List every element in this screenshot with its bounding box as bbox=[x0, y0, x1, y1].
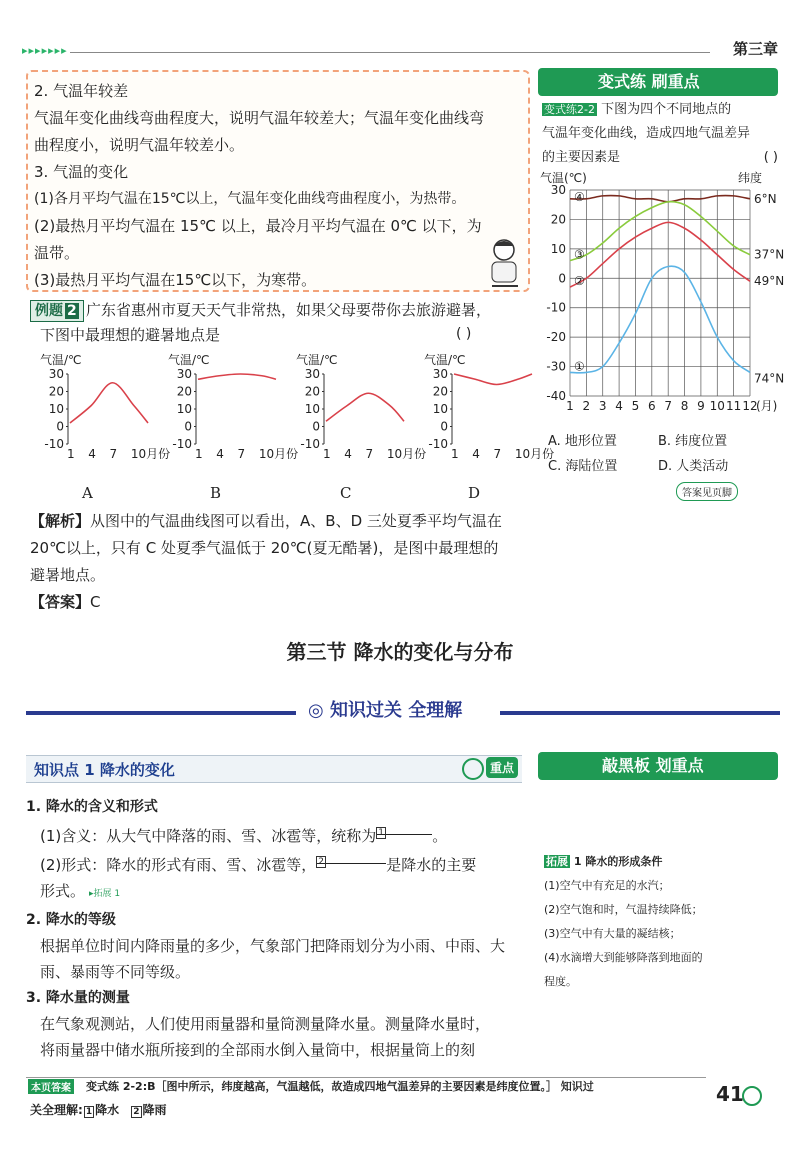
example-line2: 下图中最理想的避暑地点是 bbox=[40, 326, 221, 344]
p2c-row: 形式。 ▸拓展 1 bbox=[40, 882, 121, 900]
opt-d: D. 人类活动 bbox=[658, 459, 729, 474]
blank-2: 2 bbox=[316, 849, 386, 864]
p3b: 雨、暴雨等不同等级。 bbox=[40, 963, 191, 981]
chart-0-ytick: -10 bbox=[44, 437, 64, 451]
side-ytick: -10 bbox=[546, 300, 566, 315]
p3: 根据单位时间内降雨量的多少，气象部门把降雨划分为小雨、中雨、大 bbox=[40, 937, 506, 955]
chart-2-ytick: 0 bbox=[312, 419, 320, 434]
chart-1-ytick: 20 bbox=[176, 384, 192, 399]
summary-l2: (2)最热月平均气温在 15℃ 以上，最冷月平均气温在 0℃ 以下，为 bbox=[34, 217, 482, 235]
side-lat-label: 37°N bbox=[754, 247, 785, 262]
header-dots: ▸▸▸▸▸▸▸ bbox=[22, 44, 68, 57]
ext-item-4b: 程度。 bbox=[544, 975, 577, 988]
side-series-2 bbox=[570, 222, 750, 287]
chart-0-curve bbox=[70, 383, 148, 423]
kp-title: 知识点 1 降水的变化 bbox=[34, 761, 175, 779]
p4b: 将雨量器中储水瓶所接到的全部雨水倒入量筒中，根据量筒上的刻 bbox=[40, 1041, 476, 1059]
chart-3-ytick: 20 bbox=[432, 384, 448, 399]
chart-1-ytick: 30 bbox=[176, 367, 192, 381]
opt-c: C. 海陆位置 bbox=[548, 459, 618, 474]
side-xtick: 3 bbox=[598, 399, 607, 413]
banner-title: ◎ 知识过关 全理解 bbox=[300, 696, 470, 722]
summary-l3: (3)最热月平均气温在15℃以下，为寒带。 bbox=[34, 271, 317, 289]
side-header-board: 敲黑板 划重点 bbox=[538, 752, 778, 780]
banner-line-left bbox=[26, 711, 296, 715]
side-lat-label: 49°N bbox=[754, 274, 785, 289]
chart-0-ylabel: 气温/℃ bbox=[40, 353, 82, 367]
ext-item-3: (3)空气中有大量的凝结核； bbox=[544, 927, 681, 940]
cartoon-figure-icon bbox=[478, 236, 528, 292]
chart-2-xtick: 4 bbox=[344, 447, 352, 461]
side-xtick: 7 bbox=[664, 399, 673, 413]
side-series-0 bbox=[570, 196, 750, 202]
footer-tag: 本页答案 bbox=[28, 1079, 74, 1094]
analysis-t1: 从图中的气温曲线图可以看出，A、B、D 三处夏季平均气温在 bbox=[90, 512, 502, 530]
chart-0-ytick: 30 bbox=[48, 367, 64, 381]
chart-1-ytick: -10 bbox=[172, 437, 192, 451]
side-xtick: 4 bbox=[615, 399, 623, 413]
side-series-marker: ① bbox=[574, 359, 585, 374]
chart-2-ytick: 20 bbox=[304, 384, 320, 399]
side-series-marker: ② bbox=[574, 274, 585, 289]
chart-2-xtick: 7 bbox=[365, 447, 374, 461]
chart-1-xtick: 10月份 bbox=[258, 447, 299, 461]
side-latlabel: 纬度 bbox=[738, 171, 763, 185]
analysis-label: 【解析】 bbox=[30, 512, 91, 530]
side-ytick: 0 bbox=[558, 271, 566, 286]
p2-row: (2)形式：降水的形式有雨、雪、冰雹等， $^2$ 是降水的主要 bbox=[26, 849, 526, 878]
chart-1-xtick: 1 bbox=[195, 447, 203, 461]
key-badge: 重点 bbox=[486, 757, 518, 778]
side-xtick: 5 bbox=[631, 399, 640, 413]
chart-0-ytick: 10 bbox=[48, 402, 64, 416]
target-icon bbox=[462, 758, 484, 780]
see-answer-link[interactable]: 答案见页脚 bbox=[676, 482, 738, 501]
side-series-1 bbox=[570, 202, 750, 261]
choice-c: C bbox=[340, 484, 352, 502]
side-ytick: 30 bbox=[550, 183, 566, 197]
p1-row: (1)含义：从大气中降落的雨、雪、冰雹等，统称为 $^1$ 。 bbox=[26, 820, 526, 849]
example-paren: ( ) bbox=[456, 326, 472, 342]
side-question: 变式练2-2 下图为四个不同地点的 气温年变化曲线，造成四地气温差异 的主要因素是 ( ) bbox=[542, 98, 778, 170]
chart-0-xtick: 4 bbox=[88, 447, 96, 461]
chart-2-xtick: 1 bbox=[323, 447, 331, 461]
analysis-t3: 避暑地点。 bbox=[30, 566, 106, 584]
summary-l1: (1)各月平均气温在15℃以上，气温年变化曲线弯曲程度小，为热带。 bbox=[34, 191, 466, 207]
chart-3-ytick: 10 bbox=[432, 402, 448, 416]
chart-2-ylabel: 气温/℃ bbox=[296, 353, 338, 367]
chart-2-curve bbox=[326, 393, 404, 421]
banner-line-right bbox=[500, 711, 780, 715]
ext-tag: 拓展 bbox=[546, 855, 568, 868]
side-xtick: 9 bbox=[697, 399, 705, 413]
side-q3-row: 的主要因素是 ( ) bbox=[542, 150, 778, 165]
side-ytick: -30 bbox=[546, 359, 566, 374]
side-xtick: 6 bbox=[647, 399, 656, 413]
chart-3-xtick: 7 bbox=[493, 447, 502, 461]
side-ytick: 10 bbox=[550, 241, 566, 256]
choice-a: A bbox=[82, 484, 93, 502]
chart-3-curve bbox=[454, 374, 532, 385]
summary-l2b: 温带。 bbox=[34, 244, 80, 262]
page-number: 41 bbox=[716, 1082, 744, 1106]
chart-3-xtick: 10月份 bbox=[514, 447, 555, 461]
footer-text-2: 关全理解: 1 降水 2 降雨 bbox=[30, 1103, 167, 1117]
chart-3-xtick: 1 bbox=[451, 447, 459, 461]
chart-1-xtick: 4 bbox=[216, 447, 224, 461]
chart-0-xtick: 7 bbox=[109, 447, 118, 461]
choice-d: D bbox=[468, 484, 481, 502]
clock-icon bbox=[742, 1086, 762, 1106]
h3: 3. 降水量的测量 bbox=[26, 990, 130, 1006]
chart-3-ytick: 0 bbox=[440, 419, 448, 434]
chart-2-ytick: 30 bbox=[304, 367, 320, 381]
example-tag: 例题 2 bbox=[30, 300, 84, 322]
opt-a: A. 地形位置 bbox=[548, 434, 617, 449]
h1: 1. 降水的含义和形式 bbox=[26, 799, 158, 815]
header-rule bbox=[70, 52, 710, 53]
chart-1-curve bbox=[198, 374, 276, 379]
side-header-practice: 变式练 刷重点 bbox=[538, 68, 778, 96]
chart-2-ytick: 10 bbox=[304, 402, 320, 416]
side-xtick: 12 bbox=[742, 399, 758, 413]
ext-link-1[interactable]: ▸拓展 1 bbox=[89, 889, 121, 899]
side-xtick: 11 bbox=[725, 399, 742, 413]
chart-1-ytick: 10 bbox=[176, 402, 192, 416]
blank-1: 1 bbox=[376, 820, 432, 835]
side-series-marker: ④ bbox=[574, 189, 585, 204]
h2: 2. 降水的等级 bbox=[26, 912, 116, 928]
ext-item-4: (4)水滴增大到能够降落到地面的 bbox=[544, 951, 703, 964]
chart-0-xtick: 1 bbox=[67, 447, 75, 461]
ext-item-1: (1)空气中有充足的水汽； bbox=[544, 879, 670, 892]
side-xtick: 8 bbox=[680, 399, 689, 413]
side-lat-label: 74°N bbox=[754, 371, 785, 386]
summary-p2b: 曲程度小，说明气温年较差小。 bbox=[34, 136, 245, 154]
chart-3-ytick: -10 bbox=[428, 437, 448, 451]
side-q2: 气温年变化曲线，造成四地气温差异 bbox=[542, 126, 751, 141]
chart-3-xtick: 4 bbox=[472, 447, 480, 461]
summary-text bbox=[34, 78, 524, 294]
side-xunit: (月) bbox=[756, 399, 778, 413]
chart-3-ylabel: 气温/℃ bbox=[424, 353, 466, 367]
example-question bbox=[86, 298, 526, 322]
banner-swirl-icon: ◎ bbox=[308, 700, 330, 721]
side-ytick: -20 bbox=[546, 330, 566, 345]
choice-b: B bbox=[210, 484, 222, 502]
chart-0-ytick: 20 bbox=[48, 384, 64, 399]
side-xtick: 10 bbox=[709, 399, 725, 413]
analysis-block bbox=[30, 508, 530, 616]
chart-1-ylabel: 气温/℃ bbox=[168, 353, 210, 367]
variant-tag: 变式练2-2 bbox=[544, 103, 595, 116]
chart-0-xtick: 10月份 bbox=[130, 447, 171, 461]
section-title: 第三节 降水的变化与分布 bbox=[286, 640, 514, 664]
example-line1: 广东省惠州市夏天天气非常热，如果父母要带你去旅游避暑， bbox=[86, 301, 492, 319]
summary-title-3: 3. 气温的变化 bbox=[34, 163, 129, 181]
chart-2-xtick: 10月份 bbox=[386, 447, 427, 461]
footer-text-1: 变式练 2-2:B［图中所示，纬度越高，气温越低，故造成四地气温差异的主要因素是纬度位置。］ 知识过 bbox=[86, 1080, 594, 1093]
chart-1-ytick: 0 bbox=[184, 419, 192, 434]
p4: 在气象观测站，人们使用雨量器和量筒测量降水量。测量降水量时， bbox=[40, 1015, 491, 1033]
chart-2-ytick: -10 bbox=[300, 437, 320, 451]
chapter-label: 第三章 bbox=[732, 40, 778, 58]
chart-3-ytick: 30 bbox=[432, 367, 448, 381]
answer-value: C bbox=[90, 593, 101, 611]
side-ylabel: 气温(℃) bbox=[540, 171, 587, 185]
opt-b: B. 纬度位置 bbox=[658, 434, 728, 449]
answer-label: 【答案】 bbox=[30, 593, 91, 611]
side-series-marker: ③ bbox=[574, 247, 585, 262]
side-ytick: -40 bbox=[546, 389, 566, 403]
side-series-3 bbox=[570, 266, 750, 373]
mini-charts bbox=[30, 352, 555, 472]
chart-1-xtick: 7 bbox=[237, 447, 246, 461]
summary-title-2: 2. 气温年较差 bbox=[34, 82, 129, 100]
ext-box: 拓展 1 降水的形成条件 (1)空气中有充足的水汽； (2)空气饱和时，气温持续降低； (3)空气中有大量的凝结核； (4)水滴增大到能够降落到地面的 程度。 bbox=[544, 850, 780, 994]
side-xtick: 2 bbox=[582, 399, 591, 413]
side-climate-chart bbox=[538, 168, 788, 428]
summary-p2: 气温年变化曲线弯曲程度大，说明气温年较差大；气温年变化曲线弯 bbox=[34, 109, 485, 127]
side-lat-label: 6°N bbox=[754, 191, 777, 206]
main-content bbox=[26, 794, 526, 1063]
analysis-t2: 20℃以上，只有 C 处夏季气温低于 20℃(夏无酷暑)，是图中最理想的 bbox=[30, 539, 499, 557]
ext-item-2: (2)空气饱和时，气温持续降低； bbox=[544, 903, 703, 916]
side-ytick: 20 bbox=[550, 212, 566, 227]
side-xtick: 1 bbox=[566, 399, 574, 413]
chart-0-ytick: 0 bbox=[56, 419, 64, 434]
